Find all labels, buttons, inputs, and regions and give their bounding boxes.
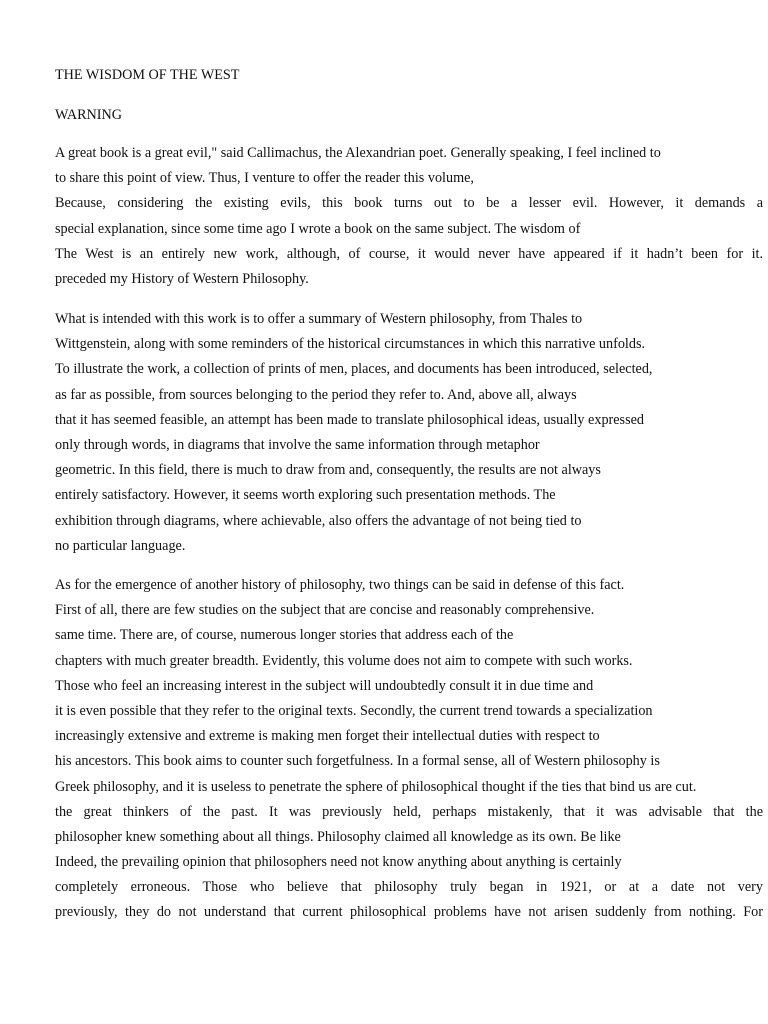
text-line: the great thinkers of the past. It was previously held, perhaps mistakenly, that it was advisable that the: [55, 803, 763, 820]
text-line: chapters with much greater breadth. Evidently, this volume does not aim to compete with such works.: [55, 652, 633, 669]
paragraph-2: [55, 310, 763, 562]
text-line: preceded my History of Western Philosophy.: [55, 270, 309, 287]
text-line: Greek philosophy, and it is useless to penetrate the sphere of philosophical thought if the ties that bind us are cut.: [55, 778, 697, 795]
text-line: exhibition through diagrams, where achievable, also offers the advantage of not being tied to: [55, 512, 582, 529]
text-line: same time. There are, of course, numerous longer stories that address each of the: [55, 627, 514, 644]
text-line: First of all, there are few studies on the subject that are concise and reasonably comprehensive.: [55, 602, 595, 619]
document-title: THE WISDOM OF THE WEST: [55, 67, 240, 83]
text-line: previously, they do not understand that current philosophical problems have not arisen suddenly from nothing. For: [55, 904, 763, 921]
text-line: The West is an entirely new work, although, of course, it would never have appeared if it hadn’t been for it.: [55, 245, 763, 262]
text-line: special explanation, since some time ago I wrote a book on the same subject. The wisdom of: [55, 220, 581, 237]
text-line: increasingly extensive and extreme is making men forget their intellectual duties with respect to: [55, 728, 600, 745]
text-line: completely erroneous. Those who believe that philosophy truly began in 1921, or at a date not very: [55, 879, 763, 896]
text-line: Those who feel an increasing interest in the subject will undoubtedly consult it in due time and: [55, 677, 594, 694]
text-line: Indeed, the prevailing opinion that philosophers need not know anything about anything is certainly: [55, 854, 622, 871]
paragraph-1: [55, 144, 763, 295]
text-line: no particular language.: [55, 537, 186, 554]
section-heading: WARNING: [55, 107, 122, 123]
text-line: entirely satisfactory. However, it seems worth exploring such presentation methods. The: [55, 487, 556, 504]
text-line: As for the emergence of another history of philosophy, two things can be said in defense of this fact.: [55, 577, 625, 593]
text-line: To illustrate the work, a collection of prints of men, places, and documents has been introduced, selected,: [55, 361, 653, 378]
text-line: that it has seemed feasible, an attempt has been made to translate philosophical ideas, usually expressed: [55, 411, 644, 428]
text-line: Because, considering the existing evils, this book turns out to be a lesser evil. However, it demands a: [55, 195, 763, 212]
text-line: Wittgenstein, along with some reminders of the historical circumstances in which this narrative unfolds.: [55, 336, 646, 353]
text-line: as far as possible, from sources belonging to the period they refer to. And, above all, always: [55, 386, 577, 403]
text-line: his ancestors. This book aims to counter such forgetfulness. In a formal sense, all of Western philosophy is: [55, 753, 660, 770]
text-line: philosopher knew something about all things. Philosophy claimed all knowledge as its own. Be like: [55, 828, 621, 845]
text-line: only through words, in diagrams that involve the same information through metaphor: [55, 436, 540, 453]
text-line: it is even possible that they refer to the original texts. Secondly, the current trend towards a specialization: [55, 702, 653, 719]
text-line: What is intended with this work is to offer a summary of Western philosophy, from Thales to: [55, 311, 583, 327]
text-line: geometric. In this field, there is much to draw from and, consequently, the results are not always: [55, 462, 601, 479]
text-line: A great book is a great evil," said Callimachus, the Alexandrian poet. Generally speaking, I feel inclined to: [55, 145, 661, 161]
paragraph-3: [55, 576, 763, 929]
text-line: to share this point of view. Thus, I venture to offer the reader this volume,: [55, 170, 474, 187]
